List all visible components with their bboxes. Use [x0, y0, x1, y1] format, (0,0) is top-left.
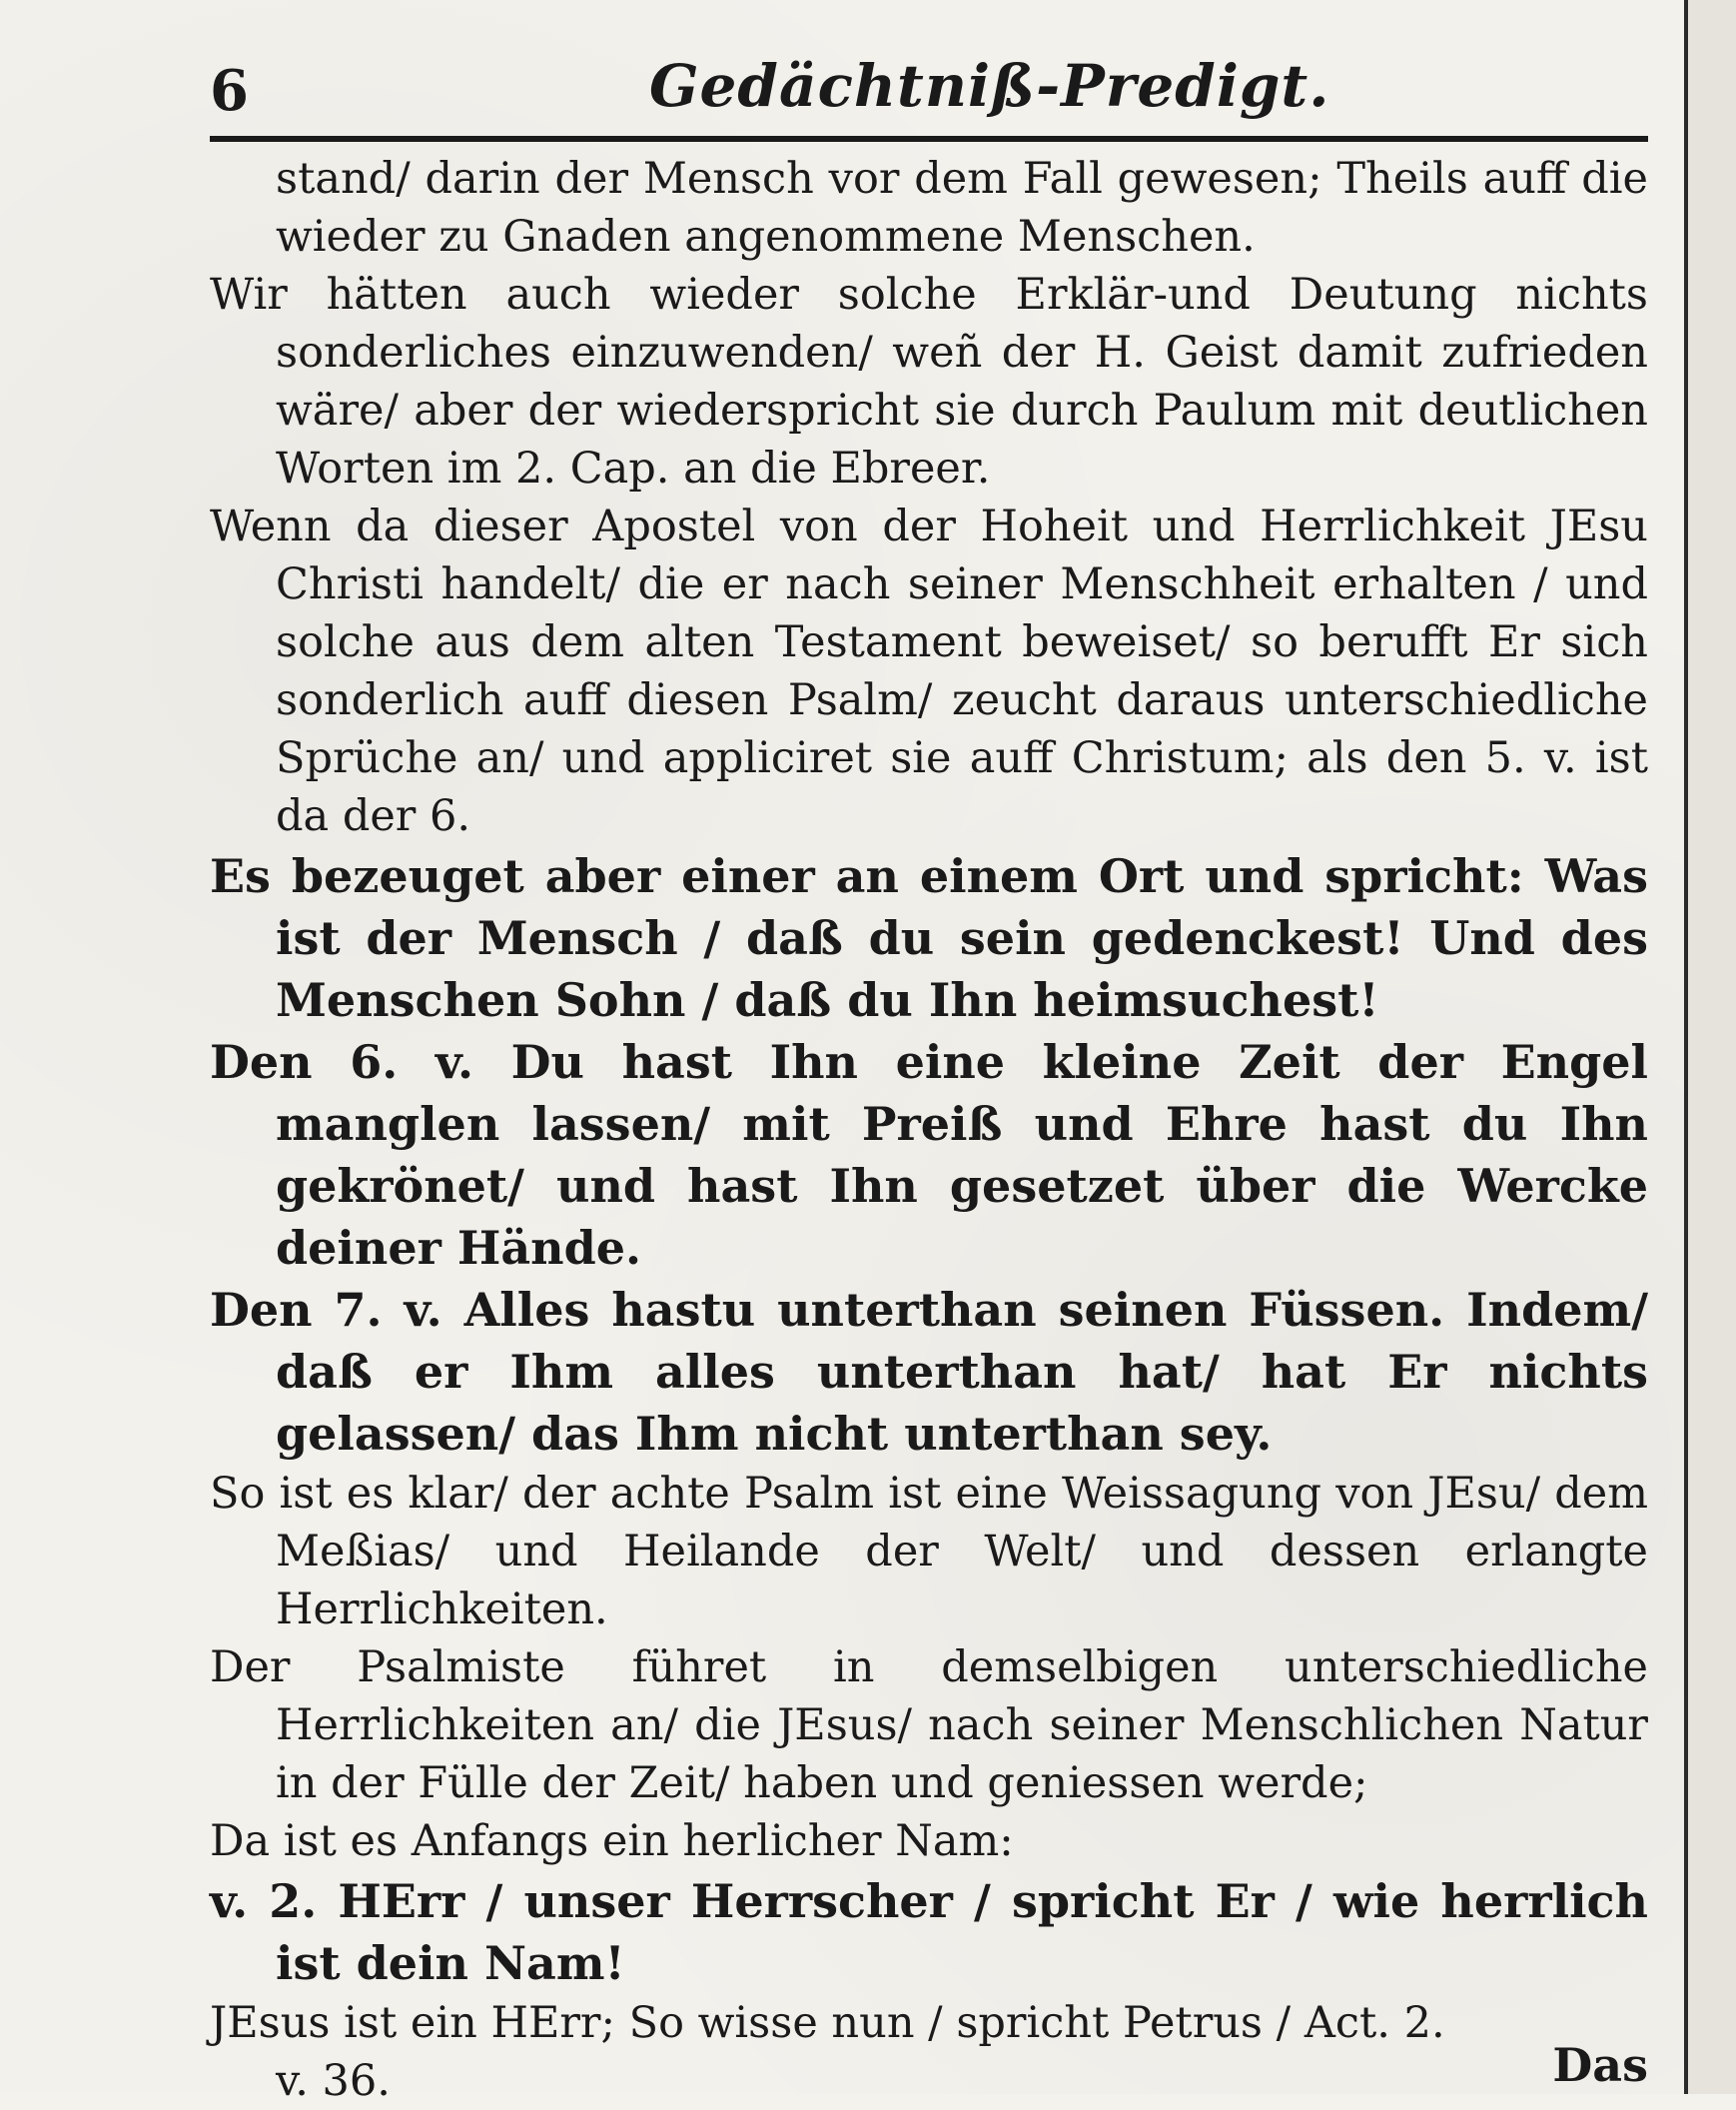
last-line: [210, 2038, 1648, 2110]
paragraph: Wir hätten auch wieder solche Erklär-und Deutung nichts sonderliches einzuwenden/ weñ der H. Geist damit zufrieden wäre/ aber der wiederspricht sie durch Paulum mit deutlichen Worten im 2. Cap. an die Ebreer.: [210, 270, 1648, 494]
scripture-quote: Den 6. v. Du hast Ihn eine kleine Zeit der Engel manglen lassen/ mit Preiß und Ehre hast du Ihn gekrönet/ und hast Ihn gesetzet über die Wercke deiner Hände.: [210, 1035, 1648, 1275]
scripture-quote: Den 7. v. Alles hastu unterthan seinen Füssen. Indem/ daß er Ihm alles unterthan hat/ hat Er nichts gelassen/ das Ihm nicht unterthan sey.: [210, 1283, 1648, 1461]
page-edge: [1684, 0, 1688, 2094]
paragraph: JEsus ist ein HErr; So wisse nun / spricht Petrus / Act. 2.: [210, 1998, 1445, 2048]
verse-reference: v. 36.: [276, 2056, 391, 2106]
paragraph: Wenn da dieser Apostel von der Hoheit und Herrlichkeit JEsu Christi handelt/ die er nach seiner Menschheit erhalten / und solche aus dem alten Testament beweiset/ so berufft Er sich sonderlich auff diesen Psalm/ zeucht daraus unterschiedliche Sprüche an/ und appliciret sie auff Christum; als den 5. v. ist da der 6.: [210, 502, 1648, 841]
right-margin: [1688, 0, 1736, 2094]
scripture-quote: Es bezeuget aber einer an einem Ort und spricht: Was ist der Mensch / daß du sein gedenckest! Und des Menschen Sohn / daß du Ihn heimsuchest!: [210, 849, 1648, 1027]
body-text: [210, 150, 1648, 2110]
paragraph: stand/ darin der Mensch vor dem Fall gewesen; Theils auff die wieder zu Gnaden angenommene Menschen.: [276, 154, 1648, 262]
running-title: Gedächtniß-Predigt.: [649, 52, 1330, 120]
catchword: Das: [1552, 2038, 1648, 2092]
page-header: [210, 52, 1648, 132]
header-rule: [210, 136, 1648, 142]
scripture-quote: v. 2. HErr / unser Herrscher / spricht Er / wie herrlich ist dein Nam!: [210, 1874, 1648, 1990]
paragraph: Der Psalmiste führet in demselbigen unterschiedliche Herrlichkeiten an/ die JEsus/ nach seiner Menschlichen Natur in der Fülle der Zeit/ haben und geniessen werde;: [210, 1642, 1648, 1808]
paragraph: So ist es klar/ der achte Psalm ist eine Weissagung von JEsu/ dem Meßias/ und Heilande der Welt/ und dessen erlangte Herrlichkeiten.: [210, 1469, 1648, 1634]
page-number: 6: [210, 58, 250, 124]
paragraph: Da ist es Anfangs ein herlicher Nam:: [210, 1816, 1014, 1866]
